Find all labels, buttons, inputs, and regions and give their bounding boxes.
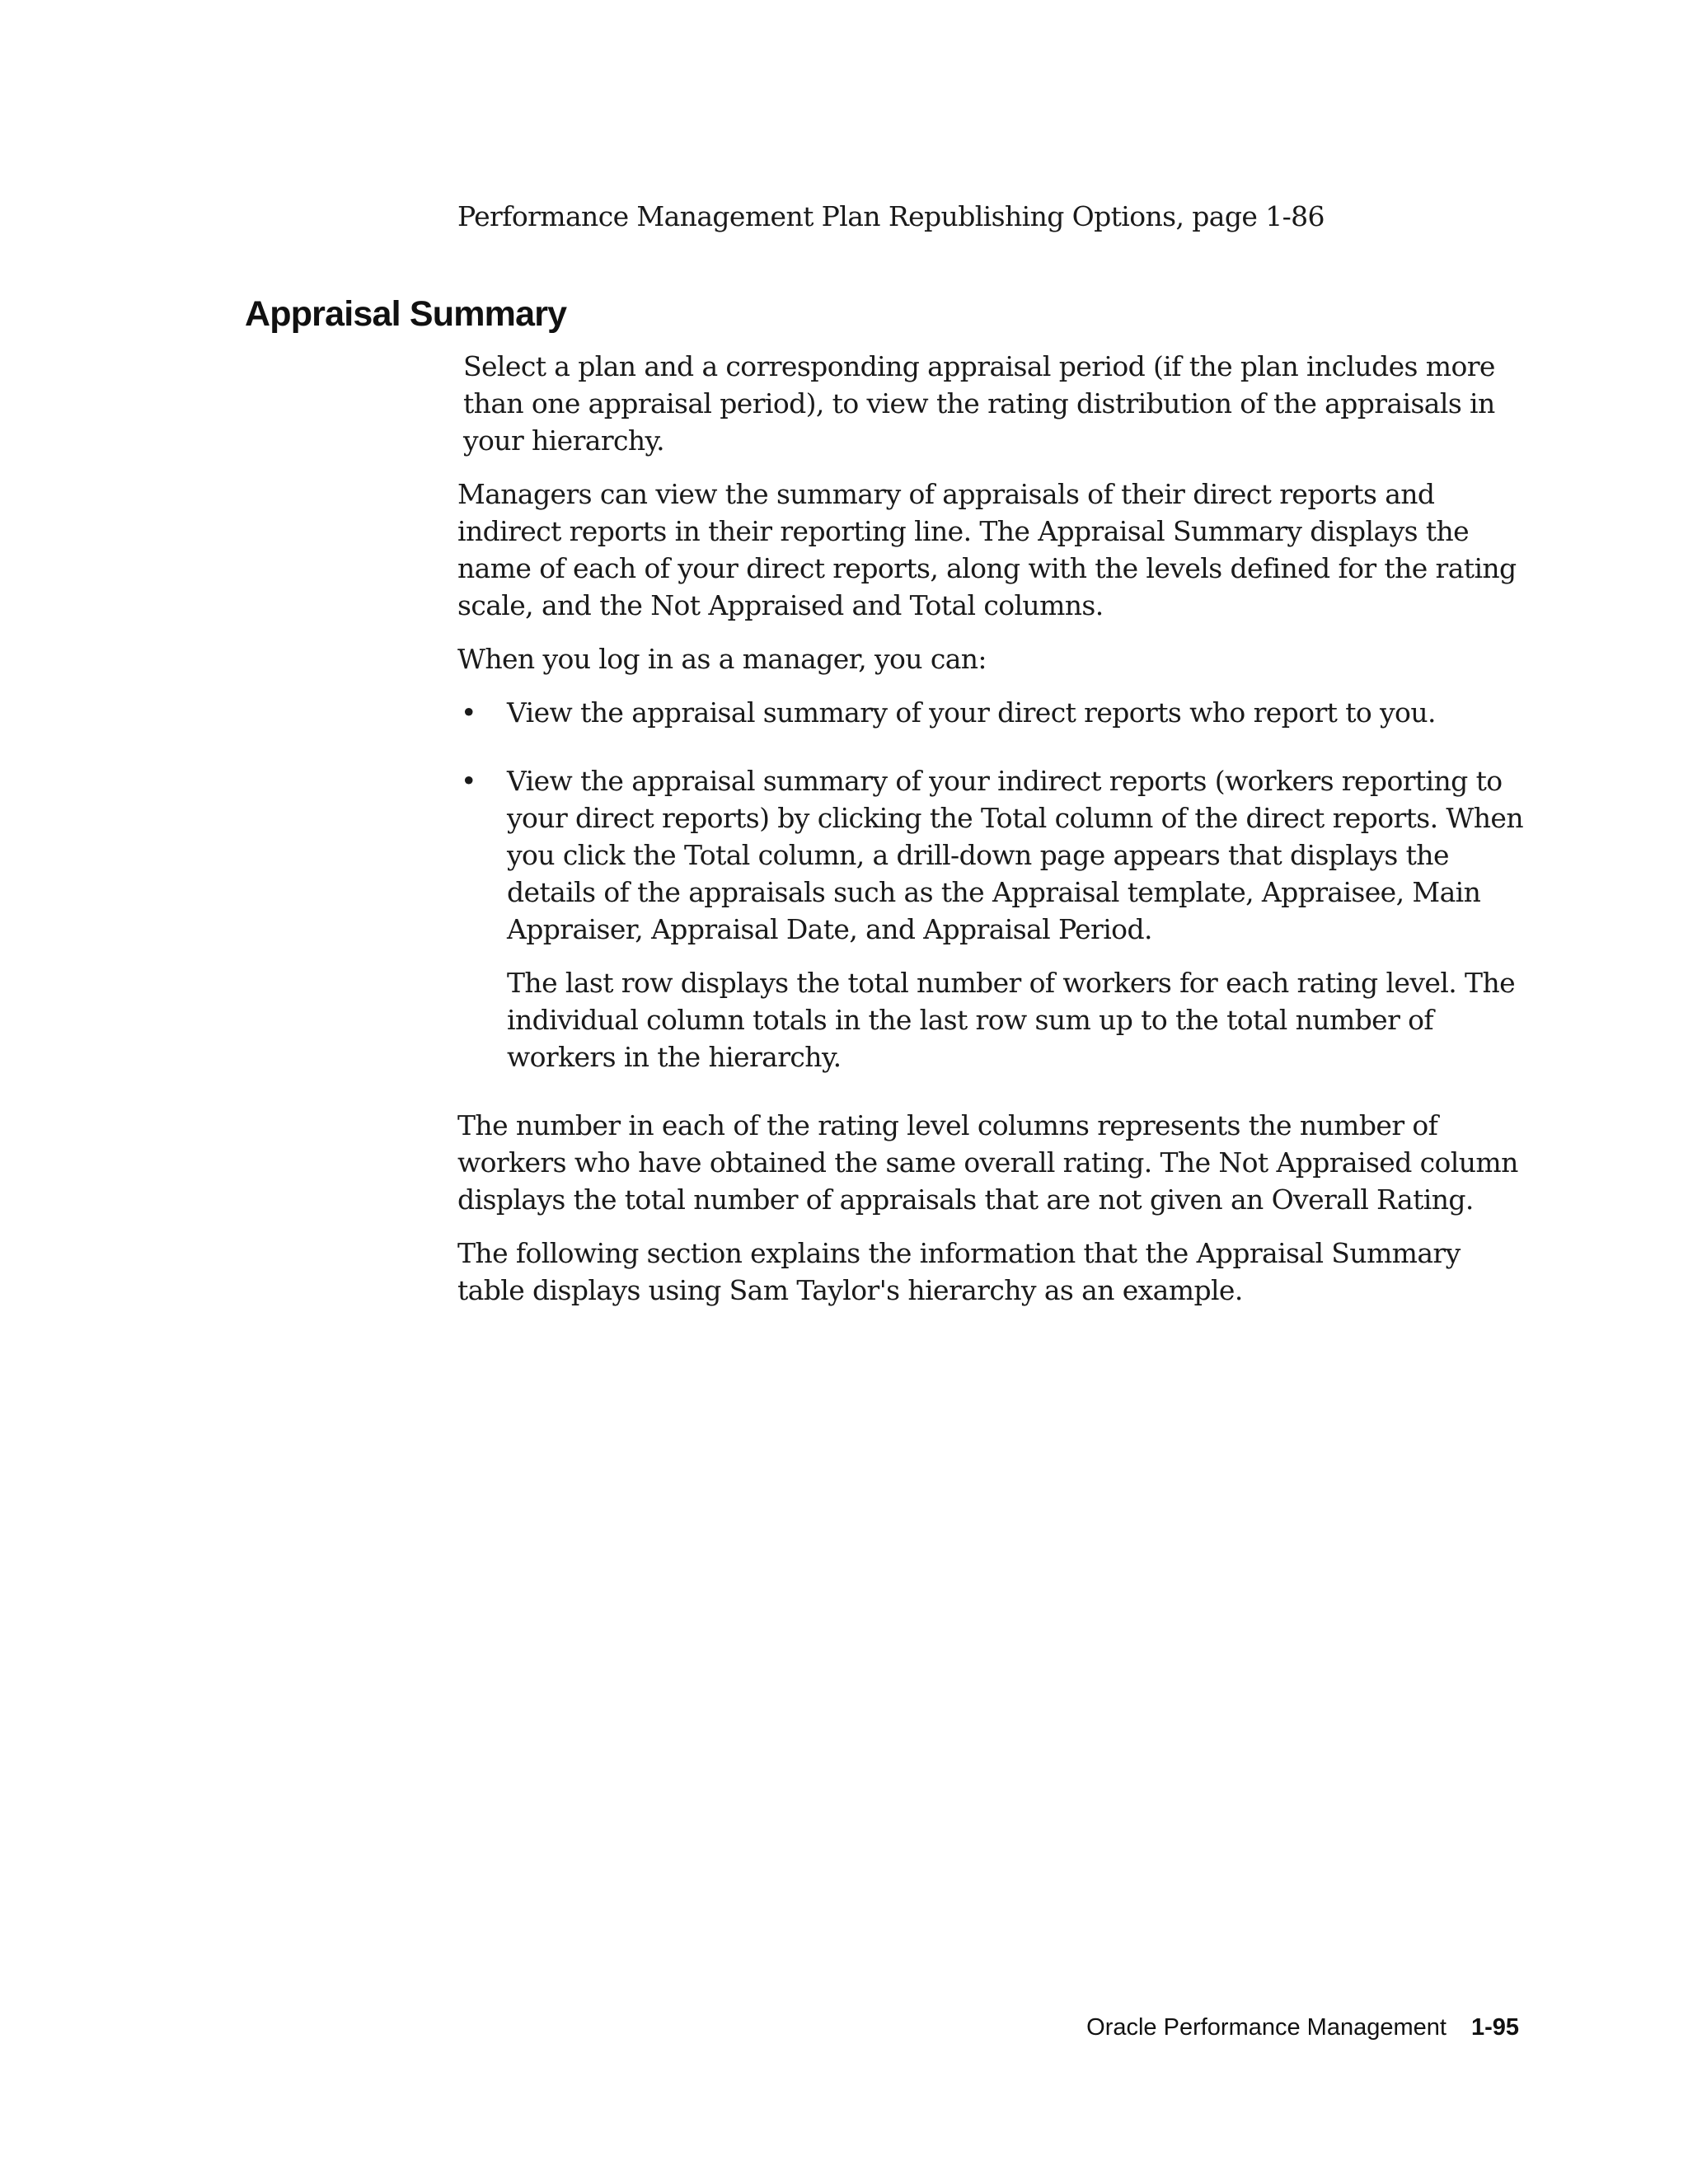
bullet-icon: •: [461, 765, 476, 797]
bullet-icon: •: [461, 696, 476, 729]
cross-reference-link[interactable]: Performance Management Plan Republishing Options, page 1-86: [457, 200, 1325, 232]
paragraph-rating-levels: The number in each of the rating level columns represents the number of workers who have obtained the same overall rating. The Not Appraised column displays the total number of appraisals that are not given an Overall Rating.: [457, 1109, 1518, 1216]
bullet-list: [457, 694, 1529, 1076]
footer-page-number: 1-95: [1470, 2014, 1519, 2041]
paragraph-intro: Select a plan and a corresponding appraisal period (if the plan includes more than one appraisal period), to view the rating distribution of the appraisals in your hierarchy.: [463, 350, 1495, 457]
paragraph-following-section: The following section explains the information that the Appraisal Summary table displays using Sam Taylor's hierarchy as an example.: [457, 1237, 1461, 1306]
paragraph-login: When you log in as a manager, you can:: [457, 643, 987, 675]
paragraph-managers: Managers can view the summary of appraisals of their direct reports and indirect reports in their reporting line. The Appraisal Summary displays the name of each of your direct reports, along with the levels defined for the rating scale, and the Not Appraised and Total columns.: [457, 478, 1517, 621]
footer-book-title: Oracle Performance Management: [1086, 2014, 1447, 2041]
section-body: [457, 348, 1529, 1325]
bullet-item: [457, 694, 1529, 731]
page-footer: [1086, 2011, 1519, 2044]
section-heading: Appraisal Summary: [245, 294, 567, 334]
bullet-subtext: The last row displays the total number of workers for each rating level. The individual column totals in the last row sum up to the total number of workers in the hierarchy.: [507, 967, 1516, 1073]
bullet-text: View the appraisal summary of your indirect reports (workers reporting to your direct reports) by clicking the Total column of the direct reports. When you click the Total column, a drill-down page appears that displays the details of the appraisals such as the Appraisal template, Appraisee, Main Appraiser, Appraisal Date, and Appraisal Period.: [507, 765, 1523, 945]
bullet-item: [457, 762, 1529, 1076]
bullet-text: View the appraisal summary of your direct reports who report to you.: [507, 696, 1436, 729]
